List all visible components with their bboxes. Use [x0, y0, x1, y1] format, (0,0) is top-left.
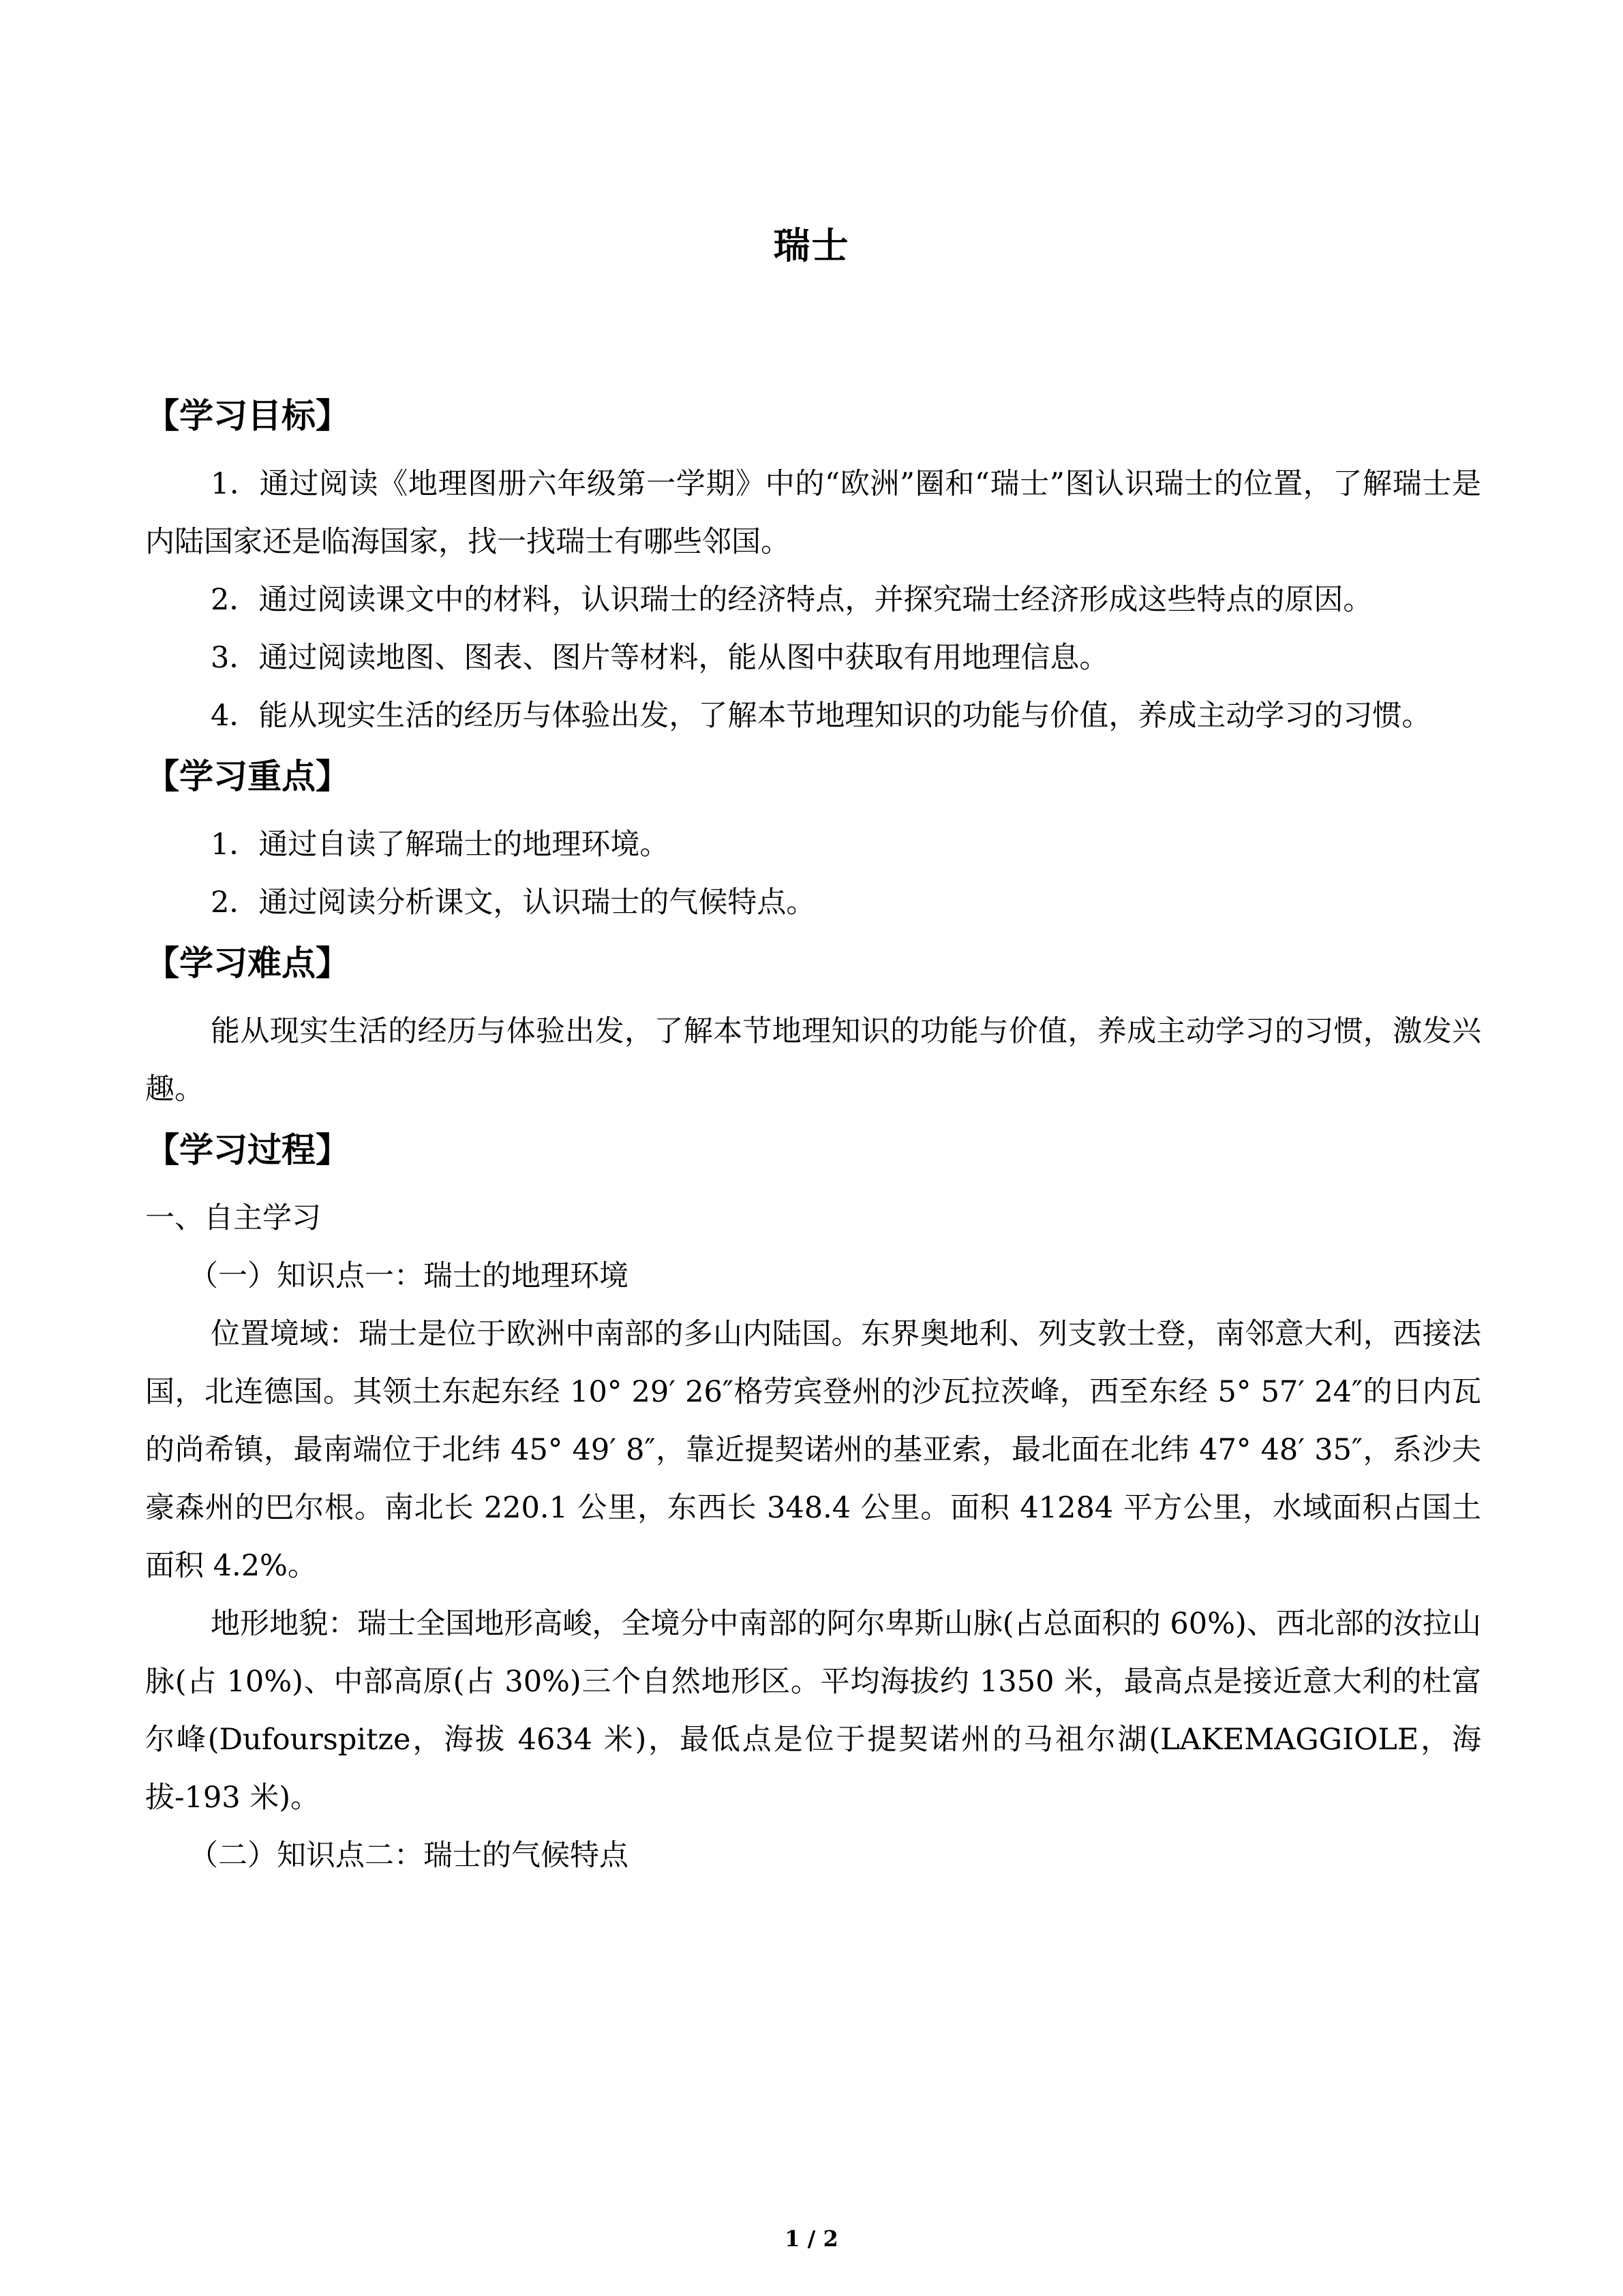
location-paragraph: 位置境域：瑞士是位于欧洲中南部的多山内陆国。东界奥地利、列支敦士登，南邻意大利，西接法国，北连德国。其领土东起东经 10° 29′ 26″格劳宾登州的沙瓦拉茨峰，西至东经 5° 57′ 24″的日内瓦的尚希镇，最南端位于北纬 45° 49′ 8″，靠近提契诺州的基亚索，最北面在北纬 47° 48′ 35″，系沙夫豪森州的巴尔根。南北长 220.1 公里，东西长 348.4 公里。面积 41284 平方公里，水域面积占国土面积 4.2%。: [145, 1317, 1481, 1583]
process-block: [145, 1190, 1481, 1885]
page-title: 瑞士: [773, 224, 850, 267]
section-heading-difficulties: 【学习难点】: [145, 943, 350, 983]
process-part-heading: 一、自主学习: [145, 1201, 321, 1235]
difficulties-block: [145, 1003, 1481, 1119]
keypoints-list: [145, 816, 1481, 932]
section-heading-keypoints: 【学习重点】: [145, 757, 350, 796]
page-number: 1 / 2: [785, 2226, 838, 2252]
goal-item: 1．通过阅读《地理图册六年级第一学期》中的“欧洲”圈和“瑞士”图认识瑞士的位置，了解瑞士是内陆国家还是临海国家，找一找瑞士有哪些邻国。: [145, 467, 1481, 559]
keypoint-item: 1．通过自读了解瑞士的地理环境。: [211, 828, 669, 862]
section-heading-goals: 【学习目标】: [145, 396, 350, 436]
document-body: [145, 382, 1481, 1885]
knowledge-point-heading: （一）知识点一：瑞士的地理环境: [189, 1259, 628, 1293]
goals-list: [145, 455, 1481, 745]
goal-item: 2．通过阅读课文中的材料，认识瑞士的经济特点，并探究瑞士经济形成这些特点的原因。: [211, 583, 1373, 617]
difficulty-text: 能从现实生活的经历与体验出发，了解本节地理知识的功能与价值，养成主动学习的习惯，激发兴趣。: [145, 1014, 1481, 1106]
section-heading-process: 【学习过程】: [145, 1130, 350, 1170]
goal-item: 4．能从现实生活的经历与体验出发，了解本节地理知识的功能与价值，养成主动学习的习惯。: [211, 699, 1431, 733]
knowledge-point-heading: （二）知识点二：瑞士的气候特点: [189, 1839, 628, 1873]
goal-item: 3．通过阅读地图、图表、图片等材料，能从图中获取有用地理信息。: [211, 641, 1109, 675]
terrain-paragraph: 地形地貌：瑞士全国地形高峻，全境分中南部的阿尔卑斯山脉(占总面积的 60%)、西北部的汝拉山脉(占 10%)、中部高原(占 30%)三个自然地形区。平均海拔约 1350 米，最高点是接近意大利的杜富尔峰(Dufourspitze，海拔 4634 米)，最低点是位于提契诺州的马祖尔湖(LAKEMAGGIOLE，海拔-193 米)。: [145, 1607, 1481, 1815]
keypoint-item: 2．通过阅读分析课文，认识瑞士的气候特点。: [211, 886, 816, 920]
